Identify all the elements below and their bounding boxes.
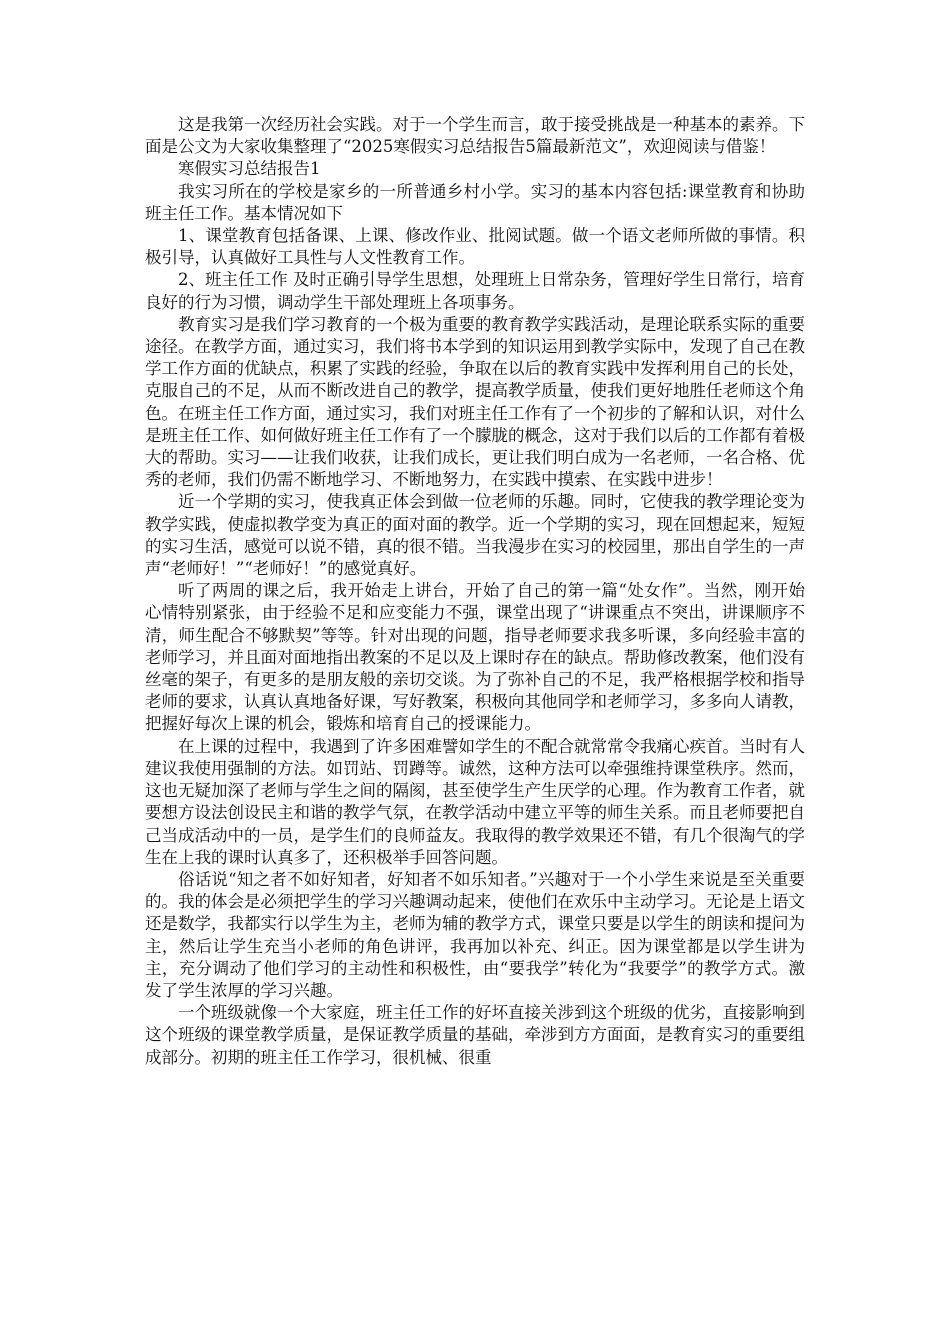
- body-paragraph: 1、课堂教育包括备课、上课、修改作业、批阅试题。做一个语文老师所做的事情。积极引导，认真做好工具性与人文性教育工作。: [145, 226, 805, 268]
- body-paragraph: 一个班级就像一个大家庭，班主任工作的好坏直接关涉到这个班级的优劣，直接影响到这个班级的课堂教学质量，是保证教学质量的基础，牵涉到方方面面，是教育实习的重要组成部分。初期的班主任工作学习，很机械、很重: [145, 1003, 805, 1067]
- body-paragraph: 在上课的过程中，我遇到了许多困难譬如学生的不配合就常常令我痛心疾首。当时有人建议我使用强制的方法。如罚站、罚蹲等。诚然，这种方法可以牵强维持课堂秩序。然而，这也无疑加深了老师与学生之间的隔阂，甚至使学生产生厌学的心理。作为教育工作者，就要想方设法创设民主和谐的教学气氛，在教学活动中建立平等的师生关系。而且老师要把自己当成活动中的一员，是学生们的良师益友。我取得的教学效果还不错，有几个很淘气的学生在上我的课时认真多了，还积极举手回答问题。: [145, 736, 805, 867]
- document-body: [145, 114, 805, 1069]
- section-heading: 寒假实习总结报告1: [178, 159, 321, 179]
- body-paragraph: 2、班主任工作 及时正确引导学生思想，处理班上日常杂务，管理好学生日常行，培育良好的行为习惯，调动学生干部处理班上各项事务。: [145, 270, 805, 312]
- body-paragraph: 教育实习是我们学习教育的一个极为重要的教育教学实践活动，是理论联系实际的重要途径。在教学方面，通过实习，我们将书本学到的知识运用到教学实际中，发现了自己在教学工作方面的优缺点，积累了实践的经验，争取在以后的教育实践中发挥利用自己的长处，克服自己的不足，从而不断改进自己的教学，提高教学质量，使我们更好地胜任老师这个角色。在班主任工作方面，通过实习，我们对班主任工作有了一个初步的了解和认识，对什么是班主任工作、如何做好班主任工作有了一个朦胧的概念，这对于我们以后的工作都有着极大的帮助。实习——让我们收获，让我们成长，更让我们明白成为一名老师，一名合格、优秀的老师，我们仍需不断地学习、不断地努力，在实践中摸索、在实践中进步！: [145, 314, 805, 490]
- body-paragraph: 近一个学期的实习，使我真正体会到做一位老师的乐趣。同时，它使我的教学理论变为教学实践，使虚拟教学变为真正的面对面的教学。近一个学期的实习，现在回想起来，短短的实习生活，感觉可以说不错，真的很不错。当我漫步在实习的校园里，那出自学生的一声声“老师好！”“老师好！”的感觉真好。: [145, 492, 805, 579]
- body-paragraph: 俗话说“知之者不如好知者，好知者不如乐知者。”兴趣对于一个小学生来说是至关重要的。我的体会是必须把学生的学习兴趣调动起来，使他们在欢乐中主动学习。无论是上语文还是数学，我都实行以学生为主，老师为辅的教学方式，课堂只要是以学生的朗读和提问为主，然后让学生充当小老师的角色讲评，我再加以补充、纠正。因为课堂都是以学生讲为主，充分调动了他们学习的主动性和积极性，由“要我学”转化为“我要学”的教学方式。激发了学生浓厚的学习兴趣。: [145, 869, 805, 1000]
- body-paragraph: 听了两周的课之后，我开始走上讲台，开始了自己的第一篇“处女作”。当然，刚开始心情特别紧张，由于经验不足和应变能力不强，课堂出现了“讲课重点不突出，讲课顺序不清，师生配合不够默契”等等。针对出现的问题，指导老师要求我多听课，多向经验丰富的老师学习，并且面对面地指出教案的不足以及上课时存在的缺点。帮助修改教案，他们没有丝毫的架子，有更多的是朋友般的亲切交谈。为了弥补自己的不足，我严格根据学校和指导老师的要求，认真认真地备好课，写好教案，积极向其他同学和老师学习，多多向人请教，把握好每次上课的机会，锻炼和培育自己的授课能力。: [145, 581, 805, 734]
- intro-paragraph: 这是我第一次经历社会实践。对于一个学生而言，敢于接受挑战是一种基本的素养。下面是公文为大家收集整理了“2025寒假实习总结报告5篇最新范文”，欢迎阅读与借鉴！: [145, 115, 805, 157]
- body-paragraph: 我实习所在的学校是家乡的一所普通乡村小学。实习的基本内容包括:课堂教育和协助班主任工作。基本情况如下: [145, 181, 805, 223]
